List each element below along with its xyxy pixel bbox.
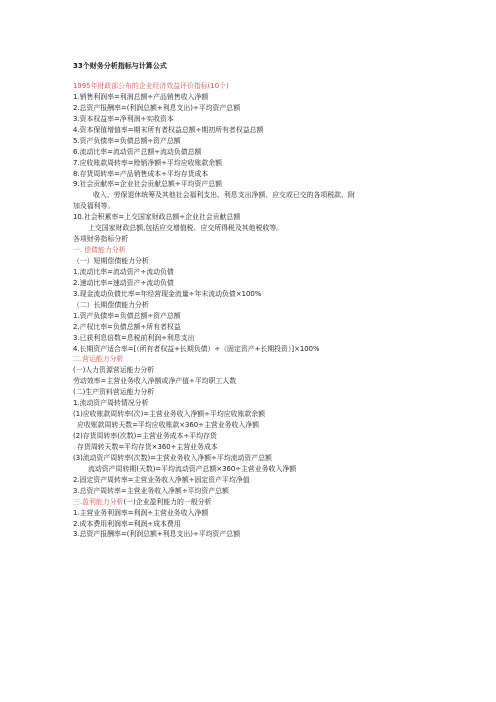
document-body [73,81,483,540]
text-line: 应收账款周转天数=平均应收账款×360÷主营业务收入净额 [77,421,260,430]
text-line [73,497,483,508]
text-line: (2)存货周转率(次数)=主营业务成本÷平均存货 [73,432,217,440]
text-line: 1.流动资产周转情况分析 [73,399,149,408]
text-line: 4.长期资产适合率=[（所有者权益+长期负债）÷（固定资产+长期投资）]×100% [73,344,320,353]
text-line: 2.固定资产周转率=主营业务收入净额÷固定资产平均净值 [73,475,250,484]
text-line: 3.总资产周转率=主营业务收入净额÷平均资产总额 [73,486,229,495]
text-line: 1.主营业务利润率=利润÷主营业务收入净额 [73,508,209,517]
text-line: 3.资本权益率=净利润÷实收资本 [73,114,174,123]
text-line: 6.流动比率=流动资产总额÷流动负债总额 [73,147,202,156]
subheading: (一)企业盈利能力的一般分析 [123,497,212,506]
text-line: 一. 偿债能力分析 [73,246,126,255]
text-line: 流动资产周转期(天数)=平均流动资产总额×360÷主营业务收入净额 [88,464,297,473]
text-line: 4.资本保值增值率=期末所有者权益总额÷期初所有者权益总额 [73,125,264,134]
text-line: 劳动效率=主营业务收入净额或净产值÷平均职工人数 [73,377,237,386]
text-line: 存货周转天数=平均存货×360÷主营业务成本 [77,442,218,451]
text-line: （一）短期偿债能力分析 [73,257,149,265]
text-line: (3)流动资产周转率(次数)=主营业务收入净额÷平均流动资产总额 [73,453,272,462]
text-line: 1.资产负债率=负债总额÷资产总额 [73,311,181,320]
text-line: 2.产权比率=负债总额÷所有者权益 [73,322,181,331]
text-line: 3.现金流动负债比率=年经营现金流量÷年末流动负债×100% [73,289,262,298]
text-line: 2.总资产报酬率=(利润总额+利息支出)÷平均资产总额 [73,103,241,112]
text-line: 二.营运能力分析 [73,355,124,364]
text-line: (二)生产资料营运能力分析 [73,388,155,397]
text-line: 各项财务指标分析 [73,235,129,244]
text-line: 10.社会积累率=上交国家财政总额÷企业社会贡献总额 [73,213,241,222]
text-line: 1.流动比率=流动资产÷流动负债 [73,267,174,276]
text-line: 收入、劳保退休统筹及其他社会福利支出、利息支出净额、应交或已交的各项税款、附 [93,191,355,200]
text-line: 5.资产负债率=负债总额÷资产总额 [73,136,181,145]
text-line: 8.存货周转率=产品销售成本÷平均存货成本 [73,169,209,178]
text-line: 加及福利等。 [73,202,115,211]
text-line: 9.社会贡献率=企业社会贡献总额÷平均资产总额 [73,180,223,189]
text-line: 2.成本费用利润率=利润÷成本费用 [73,519,181,528]
document-title: 33个财务分析指标与计算公式 [73,62,167,70]
text-line: 上交国家财政总额,包括应交增值税、应交所得税及其他税收等。 [88,224,284,233]
text-line: （二）长期偿债能力分析 [73,300,149,309]
text-line: 7.应收账款周转率=赊销净额÷平均应收账款余额 [73,158,223,167]
text-line: 3.已获利息倍数=息税前利润÷利息支出 [73,333,195,342]
text-line: 1995年财政部公布的企业经济效益评价指标(10个) [73,82,229,90]
text-line: (一)人力资源营运能力分析 [73,366,155,375]
text-line: (1)应收账款周转率(次)=主营业务收入净额÷平均应收账款余额 [73,410,266,419]
text-line: 3.总资产报酬率=(利润总额+利息支出)÷平均资产总额 [73,530,241,539]
section-heading: 三.盈利能力分析 [73,497,124,506]
text-line: 2.速动比率=速动资产÷流动负债 [73,278,174,287]
text-line: 1.销售利润率=利润总额÷产品销售收入净额 [73,92,209,101]
